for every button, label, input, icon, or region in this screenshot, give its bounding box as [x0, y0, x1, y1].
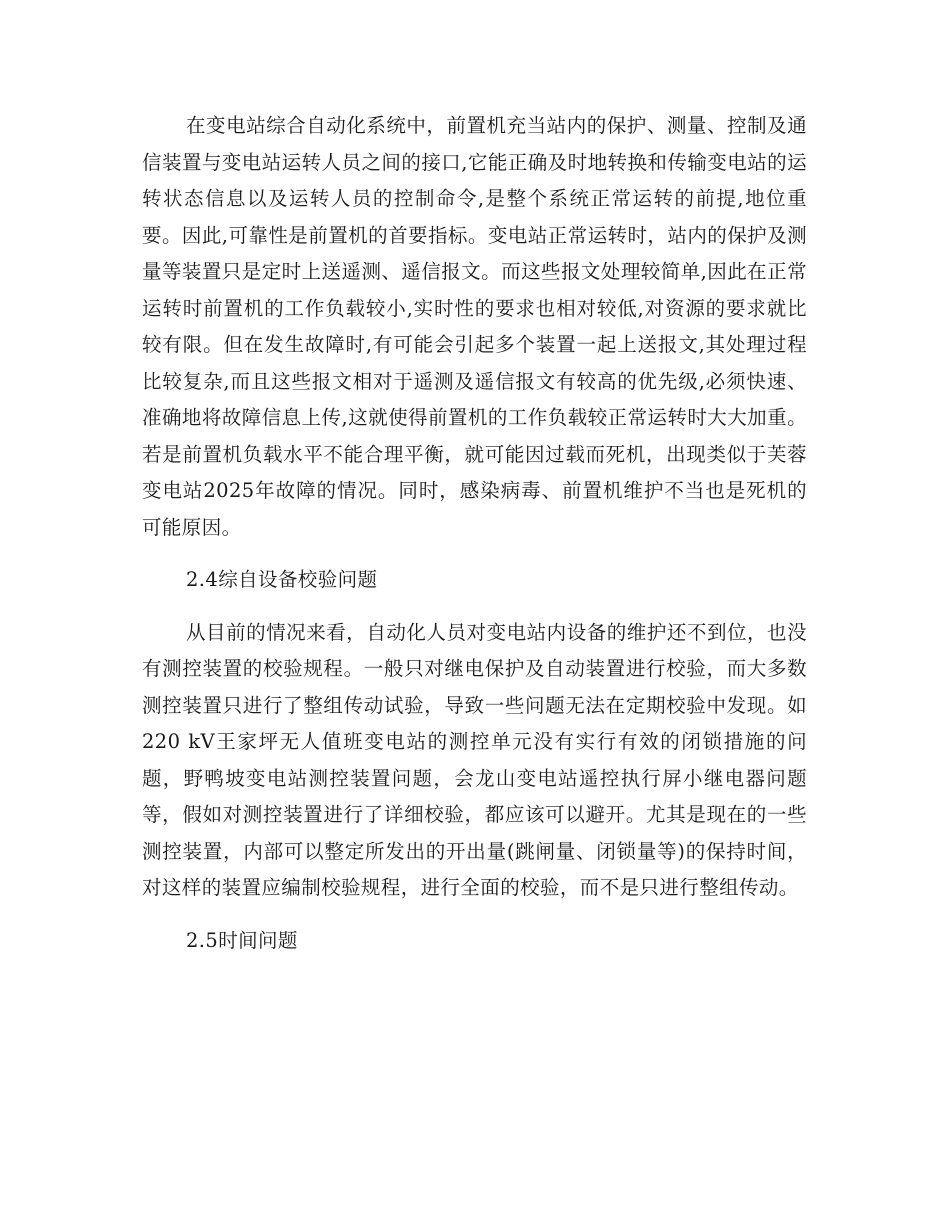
document-page — [142, 108, 807, 959]
section-heading-2-4: 2.4综自设备校验问题 — [186, 568, 378, 591]
paragraph-front-end-processor: 在变电站综合自动化系统中，前置机充当站内的保护、测量、控制及通信装置与变电站运转人员之间的接口,它能正确及时地转换和传输变电站的运转状态信息以及运转人员的控制命令,是整个系统正常运转的前提,地位重要。因此,可靠性是前置机的首要指标。变电站正常运转时，站内的保护及测量等装置只是定时上送遥测、遥信报文。而这些报文处理较简单,因此在正常运转时前置机的工作负载较小,实时性的要求也相对较低,对资源的要求就比较有限。但在发生故障时,有可能会引起多个装置一起上送报文,其处理过程比较复杂,而且这些报文相对于遥测及遥信报文有较高的优先级,必须快速、准确地将故障信息上传,这就使得前置机的工作负载较正常运转时大大加重。若是前置机负载水平不能合理平衡，就可能因过载而死机，出现类似于芙蓉变电站2025年故障的情况。同时，感染病毒、前置机维护不当也是死机的可能原因。 — [142, 114, 807, 539]
paragraph-equipment-calibration: 从目前的情况来看，自动化人员对变电站内设备的维护还不到位，也没有测控装置的校验规程。一般只对继电保护及自动装置进行校验，而大多数测控装置只进行了整组传动试验，导致一些问题无法在定期校验中发现。如220 kV王家坪无人值班变电站的测控单元没有实行有效的闭锁措施的问题，野鸭坡变电站测控装置问题，会龙山变电站遥控执行屏小继电器问题等，假如对测控装置进行了详细校验，都应该可以避开。尤其是现在的一些测控装置，内部可以整定所发出的开出量(跳闸量、闭锁量等)的保持时间，对这样的装置应编制校验规程，进行全面的校验，而不是只进行整组传动。 — [142, 620, 807, 899]
section-heading-2-5: 2.5时间问题 — [186, 928, 298, 952]
